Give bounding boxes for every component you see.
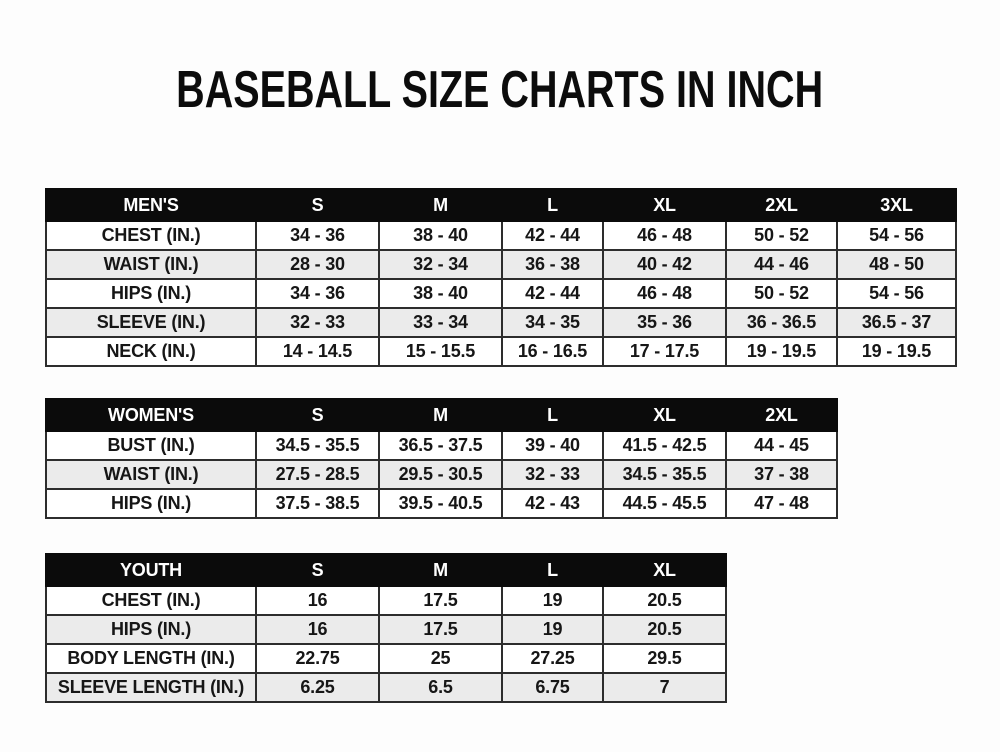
youth-group-header: YOUTH	[46, 554, 256, 586]
row-label: CHEST (IN.)	[46, 586, 256, 615]
size-value-cell: 20.5	[603, 586, 726, 615]
row-label: SLEEVE (IN.)	[46, 308, 256, 337]
youth-size-column-header: L	[502, 554, 603, 586]
womens-table-row	[46, 460, 837, 489]
size-value-cell: 50 - 52	[726, 279, 837, 308]
size-value-cell: 38 - 40	[379, 279, 502, 308]
size-value-cell: 16	[256, 615, 379, 644]
size-value-cell: 38 - 40	[379, 221, 502, 250]
size-value-cell: 7	[603, 673, 726, 702]
row-label: NECK (IN.)	[46, 337, 256, 366]
size-value-cell: 32 - 33	[502, 460, 603, 489]
mens-table-row	[46, 250, 956, 279]
size-value-cell: 19 - 19.5	[726, 337, 837, 366]
size-value-cell: 34 - 36	[256, 221, 379, 250]
size-value-cell: 54 - 56	[837, 221, 956, 250]
size-value-cell: 6.25	[256, 673, 379, 702]
size-value-cell: 28 - 30	[256, 250, 379, 279]
mens-size-column-header: L	[502, 189, 603, 221]
size-value-cell: 44.5 - 45.5	[603, 489, 726, 518]
size-value-cell: 17.5	[379, 615, 502, 644]
mens-size-column-header: M	[379, 189, 502, 221]
size-value-cell: 19	[502, 586, 603, 615]
size-value-cell: 47 - 48	[726, 489, 837, 518]
row-label: SLEEVE LENGTH (IN.)	[46, 673, 256, 702]
womens-table-row	[46, 489, 837, 518]
size-value-cell: 39.5 - 40.5	[379, 489, 502, 518]
size-value-cell: 36 - 36.5	[726, 308, 837, 337]
youth-table-row	[46, 673, 726, 702]
page-title	[0, 61, 1000, 122]
size-value-cell: 37.5 - 38.5	[256, 489, 379, 518]
womens-size-column-header: M	[379, 399, 502, 431]
mens-header-row	[46, 189, 956, 221]
womens-size-column-header: S	[256, 399, 379, 431]
womens-header-row	[46, 399, 837, 431]
size-value-cell: 44 - 45	[726, 431, 837, 460]
row-label: BUST (IN.)	[46, 431, 256, 460]
youth-size-table	[45, 553, 727, 703]
size-value-cell: 42 - 43	[502, 489, 603, 518]
size-value-cell: 16	[256, 586, 379, 615]
size-value-cell: 54 - 56	[837, 279, 956, 308]
size-value-cell: 6.75	[502, 673, 603, 702]
womens-table-row	[46, 431, 837, 460]
size-value-cell: 27.5 - 28.5	[256, 460, 379, 489]
mens-size-column-header: 2XL	[726, 189, 837, 221]
size-value-cell: 16 - 16.5	[502, 337, 603, 366]
row-label: WAIST (IN.)	[46, 460, 256, 489]
row-label: WAIST (IN.)	[46, 250, 256, 279]
size-value-cell: 36.5 - 37	[837, 308, 956, 337]
row-label: HIPS (IN.)	[46, 615, 256, 644]
womens-size-column-header: XL	[603, 399, 726, 431]
size-value-cell: 29.5 - 30.5	[379, 460, 502, 489]
page-title-text: BASEBALL SIZE CHARTS IN INCH	[176, 61, 824, 119]
size-value-cell: 46 - 48	[603, 279, 726, 308]
size-value-cell: 33 - 34	[379, 308, 502, 337]
mens-size-column-header: S	[256, 189, 379, 221]
size-value-cell: 14 - 14.5	[256, 337, 379, 366]
size-value-cell: 35 - 36	[603, 308, 726, 337]
size-value-cell: 41.5 - 42.5	[603, 431, 726, 460]
womens-size-table	[45, 398, 838, 519]
youth-header-row	[46, 554, 726, 586]
size-value-cell: 34 - 36	[256, 279, 379, 308]
size-value-cell: 34.5 - 35.5	[256, 431, 379, 460]
youth-table-row	[46, 644, 726, 673]
mens-size-table	[45, 188, 957, 367]
mens-group-header: MEN'S	[46, 189, 256, 221]
mens-table-row	[46, 308, 956, 337]
youth-size-column-header: XL	[603, 554, 726, 586]
size-value-cell: 17.5	[379, 586, 502, 615]
size-value-cell: 34.5 - 35.5	[603, 460, 726, 489]
size-value-cell: 29.5	[603, 644, 726, 673]
row-label: CHEST (IN.)	[46, 221, 256, 250]
size-value-cell: 46 - 48	[603, 221, 726, 250]
size-value-cell: 27.25	[502, 644, 603, 673]
size-value-cell: 19	[502, 615, 603, 644]
row-label: HIPS (IN.)	[46, 279, 256, 308]
mens-table-row	[46, 337, 956, 366]
size-value-cell: 48 - 50	[837, 250, 956, 279]
size-value-cell: 42 - 44	[502, 279, 603, 308]
size-value-cell: 32 - 33	[256, 308, 379, 337]
womens-size-column-header: L	[502, 399, 603, 431]
size-value-cell: 20.5	[603, 615, 726, 644]
size-value-cell: 36.5 - 37.5	[379, 431, 502, 460]
youth-size-column-header: M	[379, 554, 502, 586]
size-value-cell: 50 - 52	[726, 221, 837, 250]
size-value-cell: 15 - 15.5	[379, 337, 502, 366]
size-value-cell: 34 - 35	[502, 308, 603, 337]
size-value-cell: 37 - 38	[726, 460, 837, 489]
mens-table-row	[46, 221, 956, 250]
size-value-cell: 19 - 19.5	[837, 337, 956, 366]
size-value-cell: 17 - 17.5	[603, 337, 726, 366]
size-value-cell: 25	[379, 644, 502, 673]
row-label: HIPS (IN.)	[46, 489, 256, 518]
youth-table-row	[46, 615, 726, 644]
size-value-cell: 32 - 34	[379, 250, 502, 279]
womens-size-column-header: 2XL	[726, 399, 837, 431]
size-value-cell: 40 - 42	[603, 250, 726, 279]
size-value-cell: 36 - 38	[502, 250, 603, 279]
mens-size-column-header: XL	[603, 189, 726, 221]
mens-table-row	[46, 279, 956, 308]
youth-table-row	[46, 586, 726, 615]
size-value-cell: 22.75	[256, 644, 379, 673]
size-value-cell: 42 - 44	[502, 221, 603, 250]
size-value-cell: 39 - 40	[502, 431, 603, 460]
womens-group-header: WOMEN'S	[46, 399, 256, 431]
row-label: BODY LENGTH (IN.)	[46, 644, 256, 673]
youth-size-column-header: S	[256, 554, 379, 586]
size-value-cell: 44 - 46	[726, 250, 837, 279]
mens-size-column-header: 3XL	[837, 189, 956, 221]
size-value-cell: 6.5	[379, 673, 502, 702]
